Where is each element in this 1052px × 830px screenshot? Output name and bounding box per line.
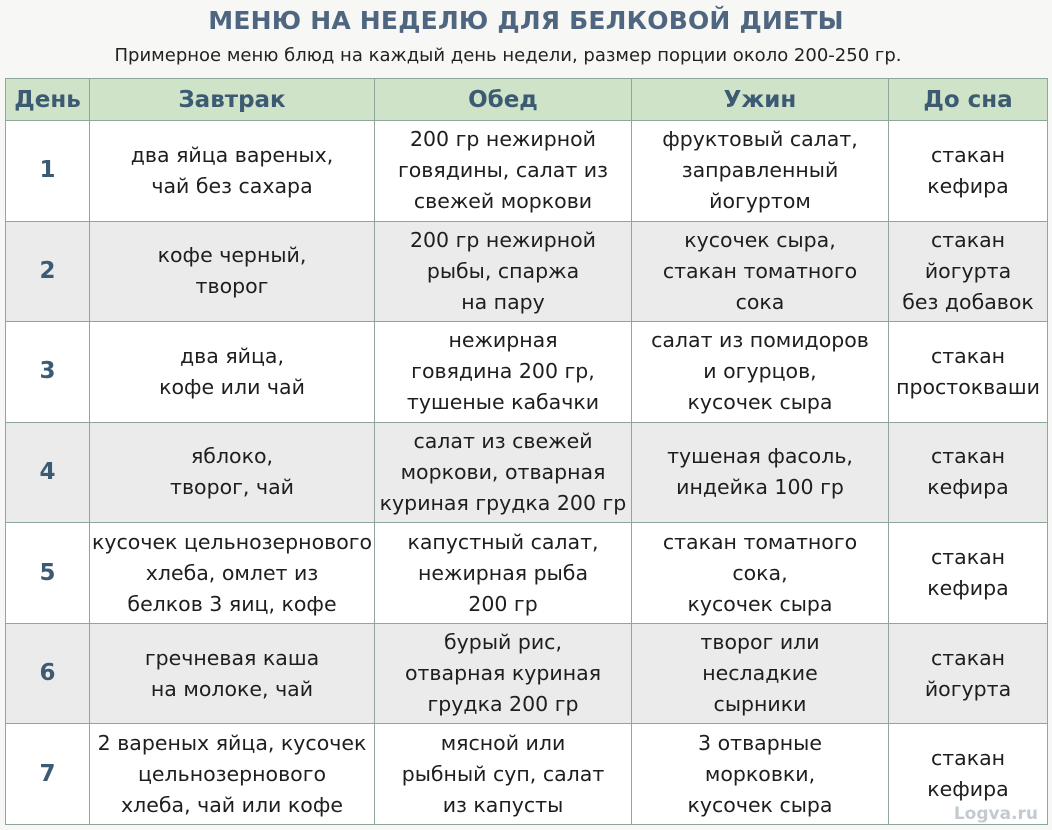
breakfast-cell — [90, 322, 375, 423]
breakfast-cell — [90, 221, 375, 322]
cell-line: 200 гр — [468, 591, 538, 616]
cell-line: 2 вареных яйца, кусочек — [97, 730, 367, 755]
header-breakfast: Завтрак — [90, 79, 375, 121]
diet-menu-table — [5, 78, 1048, 825]
cell-line: 200 гр нежирной — [409, 227, 597, 252]
cell-line: рыбный суп, салат — [401, 761, 605, 786]
cell-line: 200 гр нежирной — [409, 127, 597, 152]
day-number: 6 — [6, 623, 90, 724]
cell-line: кофе или чай — [159, 374, 305, 399]
header-before-sleep: До сна — [889, 79, 1048, 121]
table-row — [6, 322, 1048, 423]
breakfast-cell — [90, 422, 375, 523]
cell-line: кусочек сыра — [687, 390, 833, 415]
cell-line: творог — [195, 274, 269, 299]
cell-line: стакан томатного — [662, 529, 858, 554]
dinner-cell — [632, 322, 889, 423]
cell-line: кусочек сыра — [687, 591, 833, 616]
cell-line: мясной или — [440, 730, 566, 755]
table-row — [6, 121, 1048, 222]
table-row — [6, 523, 1048, 624]
day-number: 2 — [6, 221, 90, 322]
before-sleep-cell — [889, 221, 1048, 322]
cell-line: кофе черный, — [157, 243, 307, 268]
cell-line: несладкие — [702, 661, 818, 686]
page-subtitle: Примерное меню блюд на каждый день недели, размер порции около 200-250 гр. — [114, 45, 902, 66]
cell-line: яблоко, — [190, 444, 274, 469]
cell-line: кефира — [927, 777, 1009, 802]
cell-line: нежирная — [448, 328, 558, 353]
cell-line: простокваши — [896, 374, 1040, 399]
cell-line: заправленный — [681, 158, 839, 183]
cell-line: свежей моркови — [413, 189, 593, 214]
dinner-cell — [632, 221, 889, 322]
dinner-cell — [632, 523, 889, 624]
lunch-cell — [375, 121, 632, 222]
cell-line: фруктовый салат, — [662, 127, 858, 152]
cell-line: стакан томатного — [662, 258, 858, 283]
day-number: 3 — [6, 322, 90, 423]
dinner-cell — [632, 623, 889, 724]
watermark: Logva.ru — [953, 804, 1038, 824]
cell-line: кусочек сыра, — [684, 227, 836, 252]
cell-line: два яйца, — [179, 343, 285, 368]
cell-line: творог или — [700, 630, 820, 655]
before-sleep-cell — [889, 121, 1048, 222]
cell-line: цельнозернового — [137, 761, 327, 786]
cell-line: грудка 200 гр — [427, 692, 579, 717]
header-lunch: Обед — [375, 79, 632, 121]
page-title: МЕНЮ НА НЕДЕЛЮ ДЛЯ БЕЛКОВОЙ ДИЕТЫ — [208, 6, 844, 35]
table-row — [6, 422, 1048, 523]
lunch-cell — [375, 322, 632, 423]
dinner-cell — [632, 422, 889, 523]
cell-line: стакан — [930, 746, 1006, 771]
cell-line: и огурцов, — [703, 359, 817, 384]
cell-line: кусочек сыра — [687, 792, 833, 817]
cell-line: белков 3 яиц, кофе — [127, 591, 337, 616]
cell-line: стакан — [930, 343, 1006, 368]
cell-line: хлеба, чай или кофе — [121, 792, 343, 817]
cell-line: кусочек цельнозернового — [92, 529, 373, 554]
table-row — [6, 724, 1048, 825]
cell-line: сока, — [732, 560, 788, 585]
cell-line: стакан — [930, 227, 1006, 252]
cell-line: стакан — [930, 645, 1006, 670]
cell-line: стакан — [930, 444, 1006, 469]
cell-line: отварная куриная — [404, 661, 602, 686]
lunch-cell — [375, 623, 632, 724]
lunch-cell — [375, 221, 632, 322]
cell-line: нежирная рыба — [417, 560, 589, 585]
cell-line: чай без сахара — [151, 173, 313, 198]
table-header-row — [6, 79, 1048, 121]
before-sleep-cell — [889, 322, 1048, 423]
lunch-cell — [375, 724, 632, 825]
lunch-cell — [375, 422, 632, 523]
cell-line: куриная грудка 200 гр — [379, 490, 627, 515]
before-sleep-cell — [889, 623, 1048, 724]
before-sleep-cell — [889, 422, 1048, 523]
cell-line: стакан — [930, 545, 1006, 570]
breakfast-cell — [90, 121, 375, 222]
breakfast-cell — [90, 523, 375, 624]
day-number: 5 — [6, 523, 90, 624]
cell-line: салат из помидоров — [651, 328, 869, 353]
table-body — [6, 121, 1048, 825]
table-row — [6, 623, 1048, 724]
cell-line: йогурта — [924, 676, 1012, 701]
cell-line: индейка 100 гр — [676, 475, 844, 500]
cell-line: морковки, — [704, 761, 816, 786]
cell-line: сока — [735, 289, 785, 314]
cell-line: хлеба, омлет из — [145, 560, 319, 585]
table-row — [6, 221, 1048, 322]
cell-line: кефира — [927, 173, 1009, 198]
before-sleep-cell — [889, 523, 1048, 624]
day-number: 1 — [6, 121, 90, 222]
cell-line: салат из свежей — [413, 428, 593, 453]
cell-line: на молоке, чай — [150, 676, 314, 701]
cell-line: гречневая каша — [144, 645, 320, 670]
cell-line: капустный салат, — [407, 529, 599, 554]
cell-line: два яйца вареных, — [130, 142, 334, 167]
lunch-cell — [375, 523, 632, 624]
cell-line: кефира — [927, 475, 1009, 500]
cell-line: бурый рис, — [444, 630, 562, 655]
dinner-cell — [632, 121, 889, 222]
header-dinner: Ужин — [632, 79, 889, 121]
cell-line: йогуртом — [709, 189, 811, 214]
cell-line: 3 отварные — [698, 730, 822, 755]
cell-line: стакан — [930, 142, 1006, 167]
dinner-cell — [632, 724, 889, 825]
cell-line: сырники — [713, 692, 807, 717]
cell-line: из капусты — [442, 792, 564, 817]
cell-line: без добавок — [902, 289, 1034, 314]
day-number: 7 — [6, 724, 90, 825]
header-day: День — [6, 79, 90, 121]
cell-line: рыбы, спаржа — [426, 258, 580, 283]
cell-line: моркови, отварная — [400, 459, 606, 484]
breakfast-cell — [90, 724, 375, 825]
cell-line: тушеная фасоль, — [667, 444, 853, 469]
cell-line: тушеные кабачки — [406, 390, 600, 415]
day-number: 4 — [6, 422, 90, 523]
breakfast-cell — [90, 623, 375, 724]
cell-line: говядины, салат из — [397, 158, 609, 183]
cell-line: говядина 200 гр, — [411, 359, 595, 384]
cell-line: на пару — [461, 289, 545, 314]
cell-line: творог, чай — [170, 475, 294, 500]
cell-line: йогурта — [924, 258, 1012, 283]
cell-line: кефира — [927, 576, 1009, 601]
